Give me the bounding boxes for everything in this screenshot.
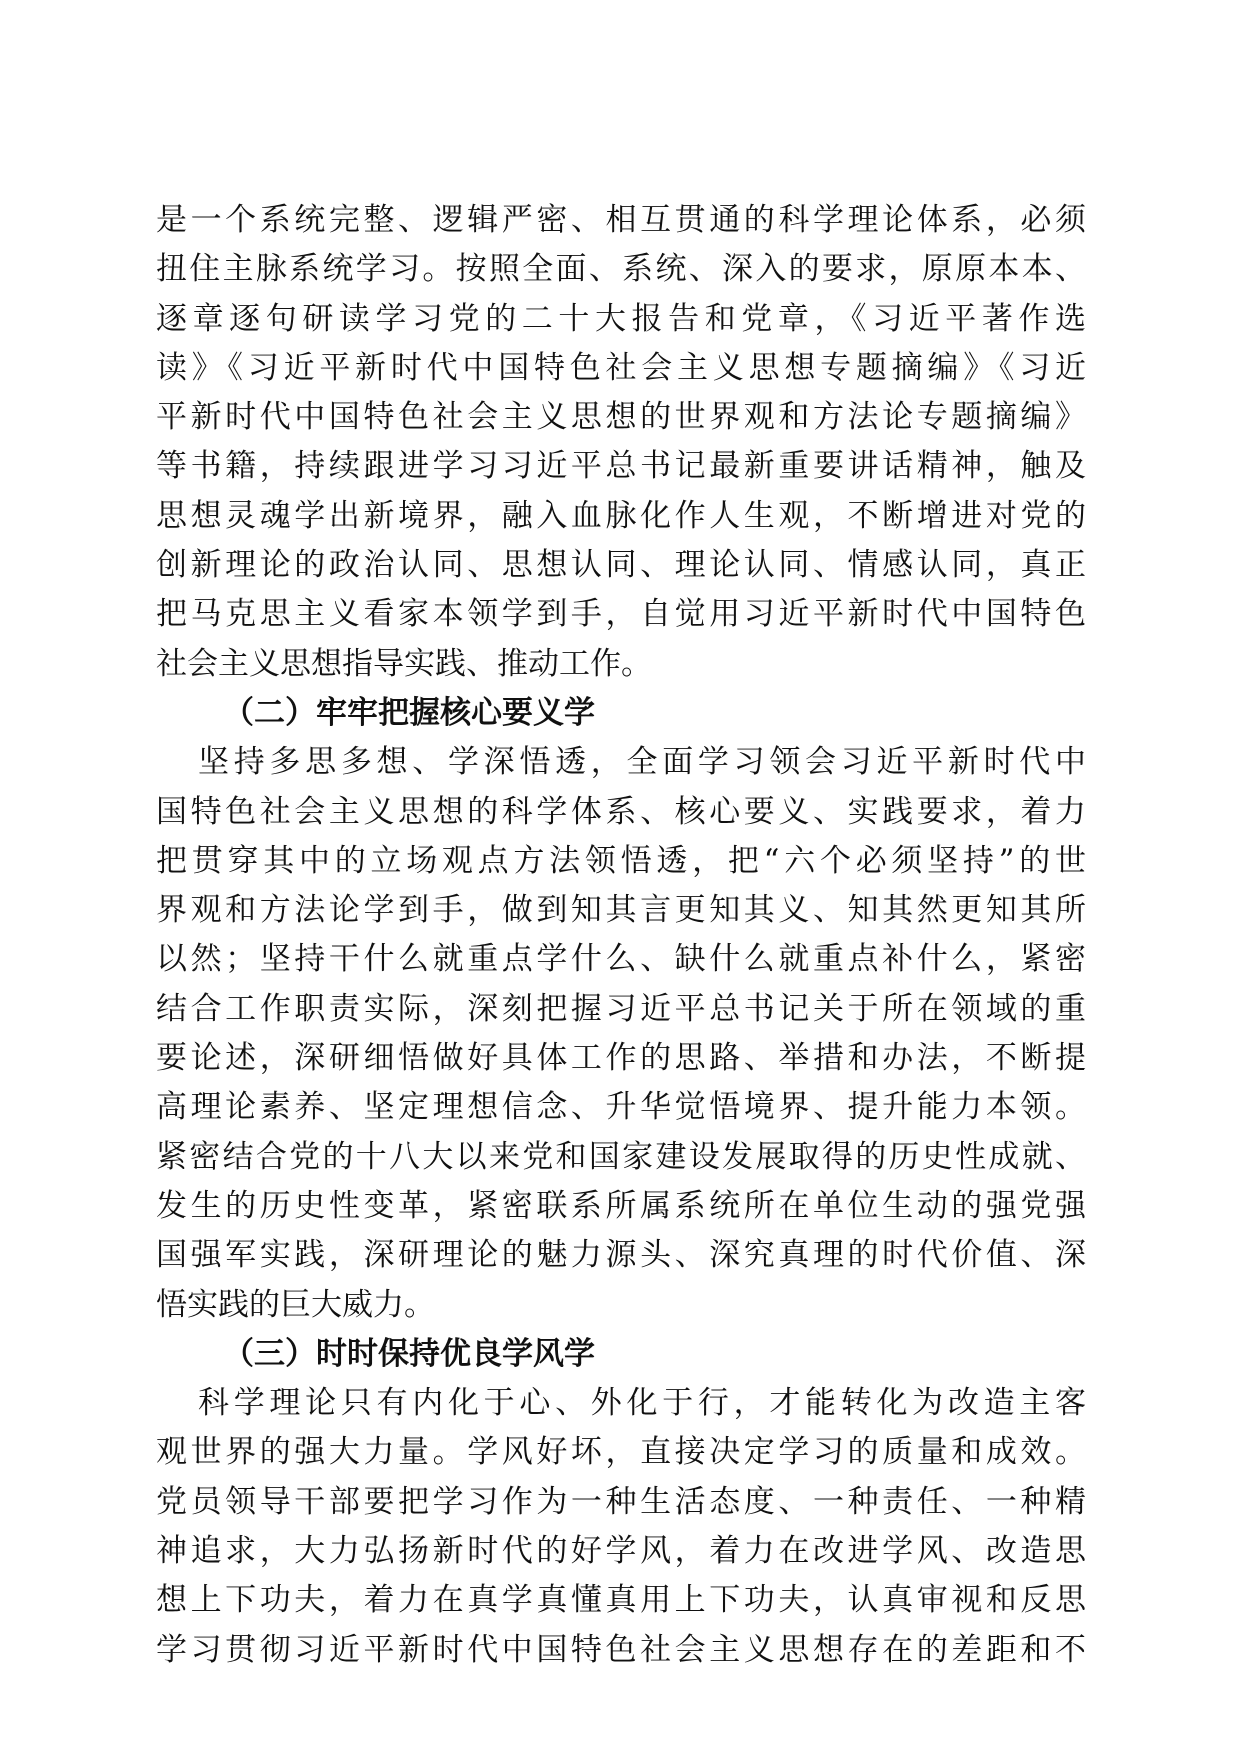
text-line: 平新时代中国特色社会主义思想的世界观和方法论专题摘编》 [156, 399, 1086, 436]
document-body [156, 196, 1086, 1675]
text-line: 国特色社会主义思想的科学体系、核心要义、实践要求，着力 [156, 793, 1086, 830]
text-line: 悟实践的巨大威力。 [156, 1286, 435, 1323]
text-line: 创新理论的政治认同、思想认同、理论认同、情感认同，真正 [156, 547, 1086, 584]
text-line: 党员领导干部要把学习作为一种生活态度、一种责任、一种精 [156, 1483, 1086, 1520]
paragraph-2 [156, 738, 1086, 1330]
text-line: 科学理论只有内化于心、外化于行，才能转化为改造主客 [198, 1385, 1086, 1422]
paragraph-1 [156, 196, 1086, 689]
text-line: 紧密结合党的十八大以来党和国家建设发展取得的历史性成就、 [156, 1138, 1086, 1175]
text-line: 逐章逐句研读学习党的二十大报告和党章，《习近平著作选 [156, 300, 1086, 337]
text-line: 扭住主脉系统学习。按照全面、系统、深入的要求，原原本本、 [156, 251, 1086, 288]
text-line: 观世界的强大力量。学风好坏，直接决定学习的质量和成效。 [156, 1434, 1086, 1471]
text-line: 要论述，深研细悟做好具体工作的思路、举措和办法，不断提 [156, 1040, 1086, 1077]
text-line: 想上下功夫，着力在真学真懂真用上下功夫，认真审视和反思 [156, 1582, 1086, 1619]
text-line: 神追求，大力弘扬新时代的好学风，着力在改进学风、改造思 [156, 1533, 1086, 1570]
text-line: 以然；坚持干什么就重点学什么、缺什么就重点补什么，紧密 [156, 941, 1086, 978]
text-line: 读》《习近平新时代中国特色社会主义思想专题摘编》《习近 [156, 349, 1086, 386]
text-line: 结合工作职责实际，深刻把握习近平总书记关于所在领域的重 [156, 990, 1086, 1027]
text-line: 高理论素养、坚定理想信念、升华觉悟境界、提升能力本领。 [156, 1089, 1086, 1126]
text-line: 把马克思主义看家本领学到手，自觉用习近平新时代中国特色 [156, 596, 1086, 633]
section-heading-2: （二）牢牢把握核心要义学 [223, 694, 595, 731]
text-line: 把贯穿其中的立场观点方法领悟透，把“六个必须坚持”的世 [156, 842, 1086, 879]
text-line: 坚持多思多想、学深悟透，全面学习领会习近平新时代中 [198, 744, 1086, 781]
text-line: 思想灵魂学出新境界，融入血脉化作人生观，不断增进对党的 [156, 497, 1086, 534]
paragraph-3 [156, 1379, 1086, 1675]
text-line: 界观和方法论学到手，做到知其言更知其义、知其然更知其所 [156, 892, 1086, 929]
text-line: 等书籍，持续跟进学习习近平总书记最新重要讲话精神，触及 [156, 448, 1086, 485]
text-line: 国强军实践，深研理论的魅力源头、深究真理的时代价值、深 [156, 1237, 1086, 1274]
text-line: 是一个系统完整、逻辑严密、相互贯通的科学理论体系，必须 [156, 202, 1086, 238]
text-line: 发生的历史性变革，紧密联系所属系统所在单位生动的强党强 [156, 1187, 1086, 1224]
section-heading-3: （三）时时保持优良学风学 [223, 1335, 595, 1372]
text-line: 社会主义思想指导实践、推动工作。 [156, 645, 652, 682]
text-line: 学习贯彻习近平新时代中国特色社会主义思想存在的差距和不 [156, 1631, 1086, 1668]
